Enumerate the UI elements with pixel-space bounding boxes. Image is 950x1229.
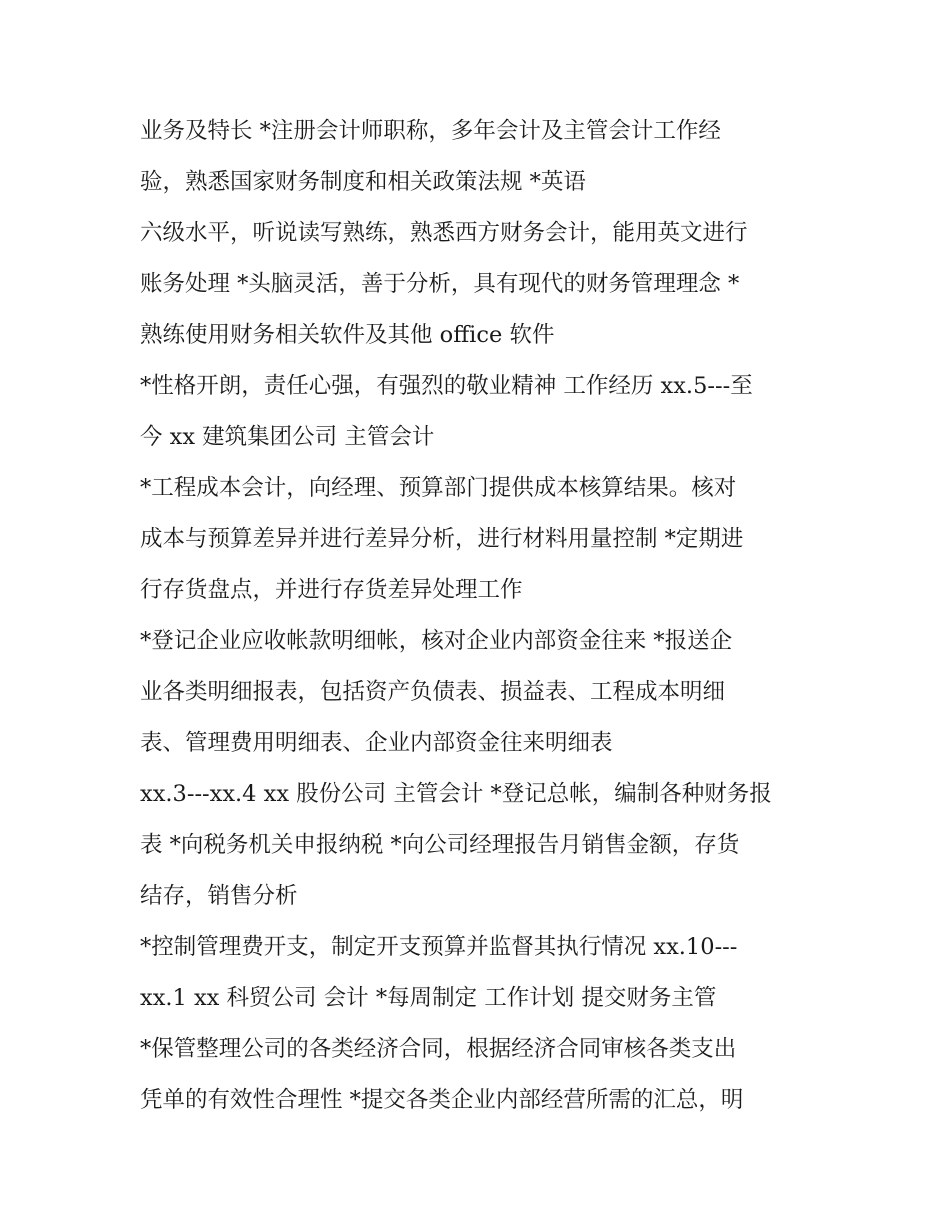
text-line: *登记企业应收帐款明细帐，核对企业内部资金往来 *报送企 (140, 628, 733, 654)
text-line: 凭单的有效性合理性 *提交各类企业内部经营所需的汇总，明 (140, 1087, 744, 1113)
text-line: 账务处理 *头脑灵活，善于分析，具有现代的财务管理理念 * (140, 271, 740, 297)
text-line: 验，熟悉国家财务制度和相关政策法规 *英语 (140, 169, 586, 195)
text-line: 熟练使用财务相关软件及其他 office 软件 (140, 322, 555, 348)
text-line: *控制管理费开支，制定开支预算并监督其执行情况 xx.10--- (140, 934, 738, 960)
text-line: *工程成本会计，向经理、预算部门提供成本核算结果。核对 (140, 475, 737, 501)
text-line: 业务及特长 *注册会计师职称，多年会计及主管会计工作经 (140, 118, 721, 144)
text-line: 表 *向税务机关申报纳税 *向公司经理报告月销售金额，存货 (140, 832, 740, 858)
document-body (140, 106, 830, 1126)
text-line: *性格开朗，责任心强，有强烈的敬业精神 工作经历 xx.5---至 (140, 373, 753, 399)
text-line: 结存，销售分析 (140, 883, 298, 909)
text-line: xx.1 xx 科贸公司 会计 *每周制定 工作计划 提交财务主管 (140, 985, 717, 1011)
text-line: 表、管理费用明细表、企业内部资金往来明细表 (140, 730, 613, 756)
text-line: 六级水平，听说读写熟练，熟悉西方财务会计，能用英文进行 (140, 220, 748, 246)
text-line: *保管整理公司的各类经济合同，根据经济合同审核各类支出 (140, 1036, 737, 1062)
text-line: 成本与预算差异并进行差异分析，进行材料用量控制 *定期进 (140, 526, 744, 552)
text-line: xx.3---xx.4 xx 股份公司 主管会计 *登记总帐，编制各种财务报 (140, 781, 772, 807)
text-line: 业各类明细报表，包括资产负债表、损益表、工程成本明细 (140, 679, 726, 705)
text-line: 今 xx 建筑集团公司 主管会计 (140, 424, 435, 450)
text-line: 行存货盘点，并进行存货差异处理工作 (140, 577, 523, 603)
